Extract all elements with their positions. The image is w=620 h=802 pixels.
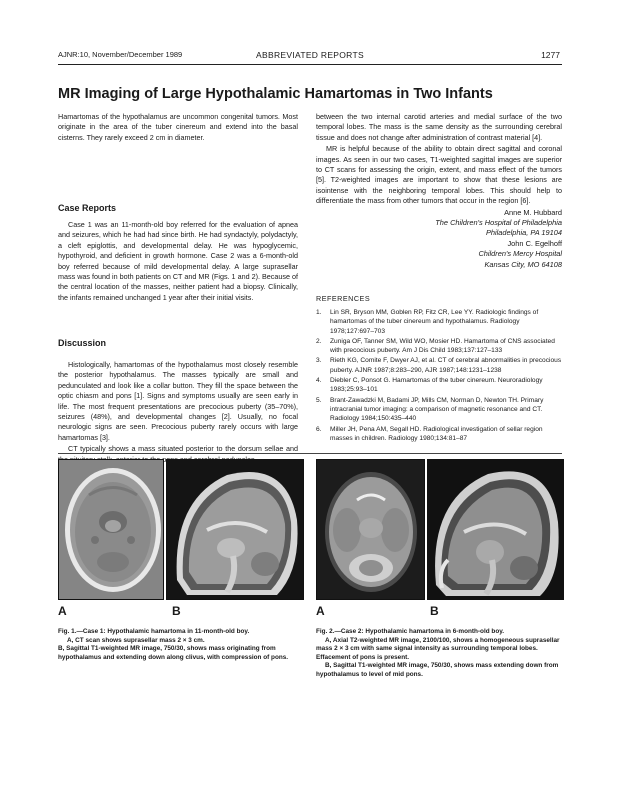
discussion-paragraph-2: CT typically shows a mass situated posterior to the dorsum sellae and <box>68 444 298 454</box>
discussion-paragraph-1: Histologically, hamartomas of the hypothalamus most closely resemble the posterior hypothalamus. The masses typically are small and pedunculated and look like a collar button. They fill the space between the optic chiasm and pons [1]. Signs and symptoms usually are seen early in life. The most frequent presentations are precocious puberty (35–70%), seizures (48%), and developmental changes [2]. Usually, no focal neurologic signs are seen. Precocious puberty rarely occurs with large hamartomas [3]. <box>58 360 298 442</box>
figure-1-panel-a-label: A <box>58 604 67 618</box>
figure-2-caption-b: B, Sagittal T1-weighted MR image, 750/30, shows mass extending down from hypothalamus to level of mid pons. <box>316 662 559 678</box>
figure-1b-mr-image <box>166 459 304 600</box>
reference-text: Lin SR, Bryson MM, Goblen RP, Fitz CR, Lee YY. Radiologic findings of hamartomas of the tuber cinereum and hypothalamus. Radiology 1978;127:697–703 <box>330 309 539 335</box>
figure-1-caption-title: Fig. 1.—Case 1: Hypothalamic hamartoma in 11-month-old boy. <box>58 628 250 635</box>
sagittal-mr-graphic <box>428 460 563 599</box>
figure-2b-mr-image <box>427 459 564 600</box>
reference-number: 2. <box>316 337 322 345</box>
reference-number: 1. <box>316 309 322 316</box>
reference-item <box>316 337 562 356</box>
figure-1-caption <box>58 628 306 662</box>
author-signature-2 <box>316 239 562 270</box>
reference-item <box>316 356 562 375</box>
discussion-body <box>58 360 298 466</box>
reference-number: 6. <box>316 425 322 433</box>
references-list <box>316 308 562 444</box>
figure-2-caption <box>316 628 562 680</box>
author-name: Anne M. Hubbard <box>504 207 562 217</box>
case-reports-text: Case 1 was an 11-month-old boy referred for the evaluation of apnea and seizures, which he had had since birth. He had syndactyly, polydactyly, a cleft epiglottis, and developmental delay. He was hypoglycemic, hypothyroid, and deficient in growth hormone. Case 2 was a 6-month-old boy referred because of mild developmental delay. A large suprasellar mass was found in both patients on CT and MR (Figs. 1 and 2). Because of the central location of the masses, neither patient had a biopsy. Clinically, the infants remained unchanged 1 year after their initial visits. <box>58 220 298 302</box>
figure-separator-rule <box>58 453 562 454</box>
reference-item <box>316 308 562 336</box>
author-signature-1 <box>316 208 562 239</box>
figure-2a-mr-image <box>316 459 425 600</box>
reference-text: Brant-Zawadzki M, Badami JP, Mills CM, Norman D, Newton TH. Primary intracranial tumor imaging: a comparison of magnetic resonance and CT. Radiology 1984;150:435–440 <box>330 396 544 423</box>
references-heading: REFERENCES <box>316 294 371 303</box>
author-institution: Children's Mercy Hospital <box>478 249 562 259</box>
reference-number: 5. <box>316 396 322 404</box>
figure-2-caption-title: Fig. 2.—Case 2: Hypothalamic hamartoma in 6-month-old boy. <box>316 628 505 635</box>
figure-2-panel-b-label: B <box>430 604 439 618</box>
case-reports-heading: Case Reports <box>58 203 117 213</box>
ct-scan-graphic <box>59 460 163 599</box>
running-header-section: ABBREVIATED REPORTS <box>256 50 364 60</box>
axial-mr-graphic <box>317 460 424 599</box>
reference-text: Rieth KG, Comite F, Dwyer AJ, et al. CT of cerebral abnormalities in precocious puberty. AJNR 1987;8:283–290, AJR 1987;148:1231–1238 <box>330 357 562 374</box>
author-location: Philadelphia, PA 19104 <box>485 228 562 238</box>
reference-item <box>316 396 562 424</box>
reference-number: 4. <box>316 377 322 385</box>
intro-text: Hamartomas of the hypothalamus are uncommon congenital tumors. Most originate in the area of the tuber cinereum and extend into the basal cisterns. They rarely exceed 2 cm in diameter. <box>58 112 298 142</box>
sagittal-mr-graphic <box>167 460 303 599</box>
article-title: MR Imaging of Large Hypothalamic Hamartomas in Two Infants <box>58 86 493 102</box>
discussion-heading: Discussion <box>58 338 107 348</box>
case-reports-body <box>58 220 298 304</box>
running-header-journal: AJNR:10, November/December 1989 <box>58 50 183 59</box>
reference-text: Miller JH, Pena AM, Segall HD. Radiological investigation of sellar region masses in children. Radiology 1980;134:81–87 <box>330 425 543 442</box>
right-paragraph-1: between the two internal carotid arteries and medial surface of the two temporal lobes. The mass is the same density as the surrounding cerebral tissue and does not change after administration of contrast material [4]. <box>316 112 562 142</box>
author-institution: The Children's Hospital of Philadelphia <box>435 218 562 228</box>
figure-2-panel-a-label: A <box>316 604 325 618</box>
right-paragraph-2: MR is helpful because of the ability to obtain direct sagittal and coronal images. As seen in our two cases, T1-weighted sagittal images are superior to CT scans for assessing the origin, extent, and mass effect of the tumors [5]. T2-weighted images are important to show that these lesions are isointense with the neighboring temporal lobes. This should help to differentiate the mass from other tumors that occur in the region [6]. <box>316 144 562 206</box>
figure-1-caption-b: B, Sagittal T1-weighted MR image, 750/30, shows mass originating from hypothalamus and extending down along clivus, with compression of pons. <box>58 645 289 661</box>
page-number: 1277 <box>541 50 560 60</box>
reference-number: 3. <box>316 357 322 365</box>
figure-1-caption-a: A, CT scan shows suprasellar mass 2 × 3 cm. <box>67 636 205 644</box>
author-location: Kansas City, MO 64108 <box>484 259 562 269</box>
reference-text: Diebler C, Ponsot G. Hamartomas of the tuber cinereum. Neuroradiology 1983;25:93–101 <box>330 377 543 394</box>
intro-paragraph <box>58 112 298 144</box>
header-rule <box>58 64 562 65</box>
figure-2-caption-a: A, Axial T2-weighted MR image, 2100/100, shows a homogeneous suprasellar mass 2 × 3 cm with same signal intensity as surrounding temporal lobes. Effacement of pons is present. <box>316 636 560 661</box>
figure-1a-ct-image <box>58 459 164 600</box>
reference-text: Zuniga OF, Tanner SM, Wild WO, Mosier HD. Hamartoma of CNS associated with precocious puberty. Am J Dis Child 1983;137:127–133 <box>330 337 555 355</box>
reference-item <box>316 425 562 444</box>
figure-1-panel-b-label: B <box>172 604 181 618</box>
author-name: John C. Egelhoff <box>507 238 562 248</box>
right-column-body <box>316 112 562 270</box>
reference-item <box>316 376 562 395</box>
